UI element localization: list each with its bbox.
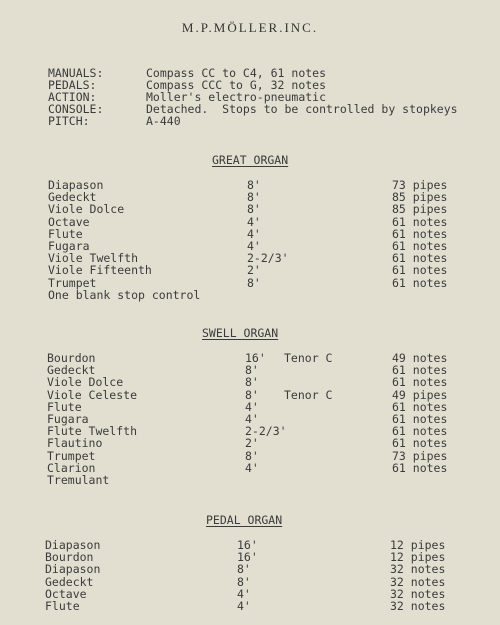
stop-count: 61 notes (392, 460, 448, 475)
stop-name: Octave (48, 214, 90, 229)
stop-count: 61 notes (392, 436, 448, 451)
stop-name: Gedeckt (45, 574, 94, 589)
stop-name: One blank stop control (48, 287, 201, 302)
stop-name: Gedeckt (47, 363, 96, 378)
stop-pitch: 4' (245, 460, 259, 475)
stop-name: Clarion (47, 460, 96, 475)
stop-count: 61 notes (392, 263, 448, 278)
stop-name: Diapason (48, 178, 104, 192)
stop-count: 61 notes (392, 412, 448, 426)
stop-count: 61 notes (392, 214, 448, 229)
stop-count: 32 notes (390, 599, 446, 613)
stop-count: 73 pipes (392, 178, 448, 192)
stop-pitch: 2-2/3' (245, 424, 287, 439)
stop-count: 85 pipes (392, 190, 448, 205)
stop-pitch: 4' (245, 412, 259, 426)
stop-name: Trumpet (47, 448, 96, 463)
stop-pitch: 2' (245, 436, 259, 451)
stop-pitch: 4' (247, 239, 261, 253)
stop-pitch: 4' (247, 214, 261, 229)
stop-name: Bourdon (45, 550, 94, 565)
stop-name: Octave (45, 586, 87, 601)
spec-value: A-440 (146, 114, 181, 128)
stop-pitch: 16' (237, 538, 258, 552)
stop-name: Fugara (47, 412, 89, 426)
stop-pitch: 8' (237, 574, 251, 589)
stop-count: 12 pipes (390, 538, 446, 552)
spec-value: Moller's electro-pneumatic (146, 90, 327, 104)
stop-name: Tremulant (47, 473, 110, 487)
stop-note: Tenor C (284, 387, 333, 402)
stop-name: Flute Twelfth (47, 424, 138, 439)
stop-name: Viole Dolce (47, 375, 124, 390)
stop-pitch: 8' (245, 363, 259, 378)
stop-pitch: 2' (247, 263, 261, 278)
swell-organ-title: SWELL ORGAN (202, 326, 279, 340)
stop-name: Viole Fifteenth (48, 263, 152, 278)
spec-value: Compass CCC to G, 32 notes (146, 78, 327, 92)
stop-name: Viole Dolce (48, 202, 125, 217)
stop-count: 49 pipes (392, 387, 448, 402)
stop-count: 61 notes (392, 399, 448, 414)
stop-pitch: 8' (247, 190, 261, 205)
stop-count: 61 notes (392, 424, 448, 439)
stop-count: 12 pipes (390, 550, 446, 565)
stop-count: 61 notes (392, 375, 448, 390)
stop-name: Diapason (45, 562, 101, 577)
stop-count: 61 notes (392, 239, 448, 253)
stop-pitch: 8' (245, 448, 259, 463)
stop-pitch: 8' (245, 375, 259, 390)
stop-count: 85 pipes (392, 202, 448, 217)
company-header: M.P.MÖLLER.INC. (181, 20, 319, 35)
stop-count: 61 notes (392, 363, 448, 378)
stop-name: Gedeckt (48, 190, 97, 205)
stop-count: 73 pipes (392, 448, 448, 463)
stop-name: Flute (45, 599, 80, 613)
stop-name: Fugara (48, 239, 90, 253)
stop-name: Bourdon (47, 351, 96, 365)
stop-pitch: 8' (247, 202, 261, 217)
stop-name: Flautino (47, 436, 103, 451)
stop-name: Trumpet (48, 275, 97, 290)
stop-count: 61 notes (392, 226, 448, 241)
spec-label: PITCH: (48, 114, 90, 128)
spec-value: Compass CC to C4, 61 notes (146, 66, 327, 80)
stop-pitch: 8' (247, 275, 261, 290)
stop-pitch: 8' (237, 562, 251, 577)
stop-count: 32 notes (390, 574, 446, 589)
spec-label: ACTION: (48, 90, 97, 104)
great-organ-title: GREAT ORGAN (212, 153, 289, 167)
stop-count: 32 notes (390, 586, 446, 601)
stop-name: Flute (48, 226, 83, 241)
stop-pitch: 16' (245, 351, 266, 365)
spec-value: Detached. Stops to be controlled by stopkeys (146, 102, 458, 116)
stop-name: Viole Celeste (47, 387, 138, 402)
stop-count: 61 notes (392, 251, 448, 266)
spec-label: MANUALS: (48, 66, 104, 80)
stop-pitch: 4' (237, 586, 251, 601)
stop-pitch: 16' (237, 550, 258, 565)
stop-count: 49 notes (392, 351, 448, 365)
stop-count: 32 notes (390, 562, 446, 577)
stop-pitch: 4' (247, 226, 261, 241)
pedal-organ-title: PEDAL ORGAN (206, 513, 283, 527)
stop-name: Diapason (45, 538, 101, 552)
stop-name: Flute (47, 399, 82, 414)
stop-note: Tenor C (284, 351, 333, 365)
stop-count: 61 notes (392, 275, 448, 290)
stop-name: Viole Twelfth (48, 251, 139, 266)
stop-pitch: 8' (247, 178, 261, 192)
stop-pitch: 4' (237, 599, 251, 613)
stop-pitch: 4' (245, 399, 259, 414)
spec-label: CONSOLE: (48, 102, 104, 116)
stop-pitch: 2-2/3' (247, 251, 289, 266)
spec-label: PEDALS: (48, 78, 97, 92)
stop-pitch: 8' (245, 387, 259, 402)
